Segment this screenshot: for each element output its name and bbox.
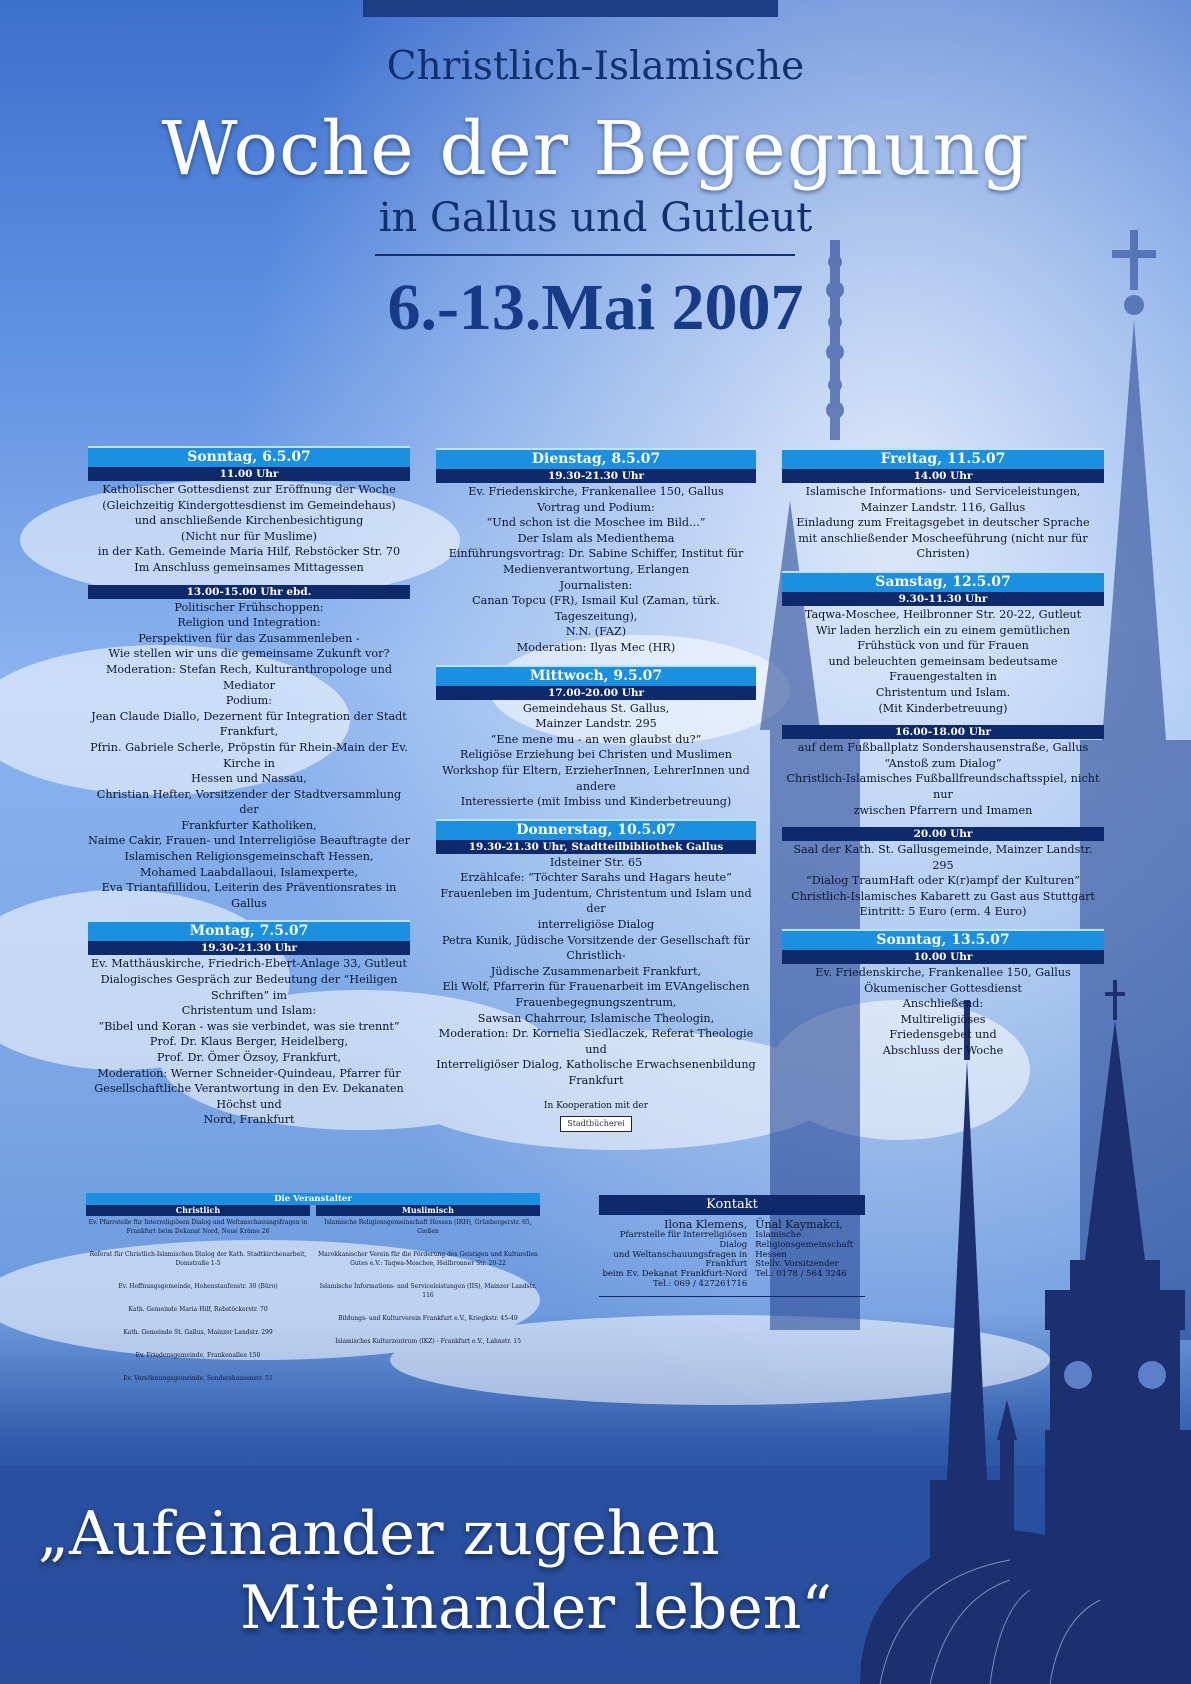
- event-text: Christentum und Islam.: [875, 685, 1011, 699]
- event-text: Politischer Frühschoppen:: [174, 600, 324, 614]
- event-text: Christentum und Islam:: [181, 1004, 317, 1018]
- contact-left-name: Ilona Klemens,: [664, 1218, 748, 1231]
- contact-left-phone: Tel.: 069 / 427261716: [653, 1278, 748, 1289]
- event-text: Der Islam als Medienthema: [517, 531, 675, 545]
- day-header: Sonntag, 6.5.07: [88, 446, 410, 467]
- event-text: Ev. Friedenskirche, Frankenallee 150, Gallus: [468, 485, 724, 498]
- event-text: Workshop für Eltern, ErzieherInnen, LehrerInnen und andere: [442, 763, 750, 793]
- event-text: Taqwa-Moschee, Heilbronner Str. 20-22, Gutleut: [804, 607, 1082, 621]
- organizer-item: Islamisches Kulturzentrum (IKZ) - Frankfurt e.V., Lahnstr. 15: [335, 1338, 521, 1345]
- event-text: Hessen und Nassau,: [191, 772, 307, 786]
- event-block: [88, 576, 410, 912]
- event-text: Gesellschaftliche Verantwortung in den Ev. Dekanaten Höchst und: [94, 1082, 404, 1111]
- event-text: Moderation: Ilyas Mec (HR): [516, 640, 676, 654]
- day-header: Donnerstag, 10.5.07: [436, 819, 756, 840]
- time-header: 10.00 Uhr: [782, 950, 1104, 964]
- event-text: Frauenbegegnungszentrum,: [515, 996, 677, 1010]
- organizer-item: Ev. Pfarrstelle für Interreligiösen Dialog und Weltanschauungsfragen in Frankfurt beim Dekanat Nord, Neue Kräme 26: [88, 1219, 308, 1235]
- event-text: Ev. Matthäuskirche, Friedrich-Ebert-Anlage 33, Gutleut: [90, 957, 408, 971]
- contact-title: Kontakt: [599, 1195, 865, 1215]
- event-text: Moderation: Werner Schneider-Quindeau, Pfarrer für: [97, 1066, 401, 1080]
- contact-right-line: Stellv. Vorsitzender: [755, 1259, 839, 1270]
- event-block: [88, 446, 410, 576]
- event-text: Saal der Kath. St. Gallusgemeinde, Mainzer Landstr. 295: [793, 843, 1093, 872]
- event-text: Multireligiöses: [900, 1012, 986, 1026]
- title-line-3: in Gallus und Gutleut: [378, 195, 813, 241]
- title-line-1: Christlich-Islamische: [386, 44, 805, 89]
- contact-left: [599, 1218, 753, 1290]
- event-block: [782, 448, 1104, 562]
- event-block: [782, 716, 1104, 818]
- event-text: “Ene mene mu - an wen glaubst du?”: [490, 732, 702, 746]
- time-header: 17.00-20.00 Uhr: [436, 686, 756, 700]
- event-text: in der Kath. Gemeinde Maria Hilf, Rebstöcker Str. 70: [97, 545, 401, 559]
- contact-left-line: beim Ev. Dekanat Frankfurt-Nord: [602, 1269, 748, 1280]
- day-header: Freitag, 11.5.07: [782, 448, 1104, 469]
- event-text: Ev. Friedenskirche, Frankenallee 150, Gallus: [815, 966, 1071, 980]
- event-block: [782, 562, 1104, 716]
- event-text: Nord, Frankfurt: [203, 1113, 295, 1127]
- event-text: auf dem Fußballplatz Sondershausenstraße, Gallus: [797, 741, 1089, 755]
- organizer-item: Kath. Gemeinde Maria Hilf, Rebstöckerstr. 70: [128, 1306, 268, 1313]
- cooperation-label: In Kooperation mit der: [543, 1100, 649, 1111]
- event-text: Mainzer Landstr. 295: [535, 717, 657, 731]
- organizer-item: Islamische Informations- und Serviceleistungen (IIS), Mainzer Landstr. 116: [319, 1283, 537, 1299]
- event-text: (Gleichzeitig Kindergottesdienst im Gemeindehaus): [102, 498, 396, 512]
- event-block: [782, 920, 1104, 1059]
- event-text: Islamische Informations- und Serviceleistungen,: [805, 485, 1081, 498]
- event-text: Prof. Dr. Klaus Berger, Heidelberg,: [149, 1035, 349, 1049]
- event-text: Pfrin. Gabriele Scherle, Pröpstin für Rhein-Main der Ev. Kirche in: [90, 740, 408, 770]
- time-header: 11.00 Uhr: [88, 467, 410, 481]
- event-text: Gemeindehaus St. Gallus,: [522, 701, 670, 715]
- organizer-item: Kath. Gemeinde St. Gallus, Mainzer Landstr. 299: [123, 1329, 273, 1336]
- organizers-muslimisch-label: Muslimisch: [316, 1205, 540, 1216]
- event-text: Wir laden herzlich ein zu einem gemütlichen: [815, 623, 1071, 637]
- contact-right-phone: Tel.: 0178 / 564 3246: [755, 1269, 847, 1280]
- event-text: Im Anschluss gemeinsames Mittagessen: [134, 560, 364, 574]
- event-text: Perspektiven für das Zusammenleben -: [138, 631, 360, 645]
- contact-left-line: Pfarrstelle für Interreligiösen Dialog: [619, 1230, 748, 1250]
- organizers-title: Die Veranstalter: [86, 1193, 540, 1205]
- contact-box: [599, 1195, 865, 1297]
- event-text: Erzählcafe: “Töchter Sarahs und Hagars heute”: [460, 871, 732, 885]
- event-text: Moderation: Dr. Kornelia Siedlaczek, Referat Theologie und: [438, 1027, 754, 1056]
- program-column-right: [782, 448, 1104, 1059]
- contact-right-line: Religionsgemeinschaft Hessen: [755, 1239, 854, 1260]
- event-text: Einladung zum Freitagsgebet in deutscher Sprache: [796, 516, 1090, 530]
- event-text: (Mit Kinderbetreuung): [878, 701, 1008, 715]
- event-block: [436, 656, 756, 810]
- organizers-muslimisch: [316, 1205, 540, 1397]
- event-text: Moderation: Stefan Rech, Kulturanthropologe und Mediator: [105, 662, 393, 692]
- event-text: Eli Wolf, Pfarrerin für Frauenarbeit im EVAngelischen: [442, 980, 750, 994]
- event-text: “Bibel und Koran - was sie verbindet, was sie trennt”: [98, 1019, 400, 1033]
- top-bar: [363, 0, 778, 17]
- event-text: Christlich-Islamisches Fußballfreundschaftsspiel, nicht nur: [786, 772, 1100, 801]
- event-text: Petra Kunik, Jüdische Vorsitzende der Gesellschaft für Christlich-: [441, 933, 751, 963]
- program-column-middle: [436, 448, 756, 1132]
- event-block: [436, 810, 756, 1089]
- time-header: 14.00 Uhr: [782, 469, 1104, 483]
- event-text: Idsteiner Str. 65: [549, 855, 643, 869]
- page-title: Woche der Begegnung: [161, 106, 1030, 192]
- organizers-christlich-label: Christlich: [86, 1205, 310, 1216]
- time-header: 20.00 Uhr: [782, 827, 1104, 841]
- contact-right-line: Islamische: [755, 1230, 802, 1240]
- event-text: Mainzer Landstr. 116, Gallus: [860, 500, 1026, 514]
- event-text: Anschließend:: [902, 997, 984, 1011]
- event-text: (Nicht nur für Muslime): [181, 529, 317, 543]
- event-text: Abschluss der Woche: [882, 1044, 1004, 1058]
- organizer-item: Bildungs- und Kulturverein Frankfurt e.V., Kriegkstr. 45-49: [338, 1315, 518, 1322]
- day-header: Mittwoch, 9.5.07: [436, 665, 756, 686]
- contact-right-name: Ünal Kaymakci,: [755, 1218, 843, 1231]
- event-text: Interreligiöser Dialog, Katholische Erwachsenenbildung Frankfurt: [436, 1058, 756, 1087]
- event-dates: 6.-13.Mai 2007: [387, 271, 804, 344]
- event-text: Religion und Integration:: [177, 616, 321, 630]
- event-text: “Anstoß zum Dialog”: [884, 756, 1002, 770]
- event-text: Eva Triantafillidou, Leiterin des Präventionsrates in Gallus: [101, 881, 397, 910]
- event-text: Jean Claude Diallo, Dezernent für Integration der Stadt Frankfurt,: [91, 709, 407, 739]
- day-header: Dienstag, 8.5.07: [436, 448, 756, 469]
- event-text: Podium:: [225, 694, 273, 708]
- time-header: 13.00-15.00 Uhr ebd.: [88, 585, 410, 599]
- day-header: Sonntag, 13.5.07: [782, 929, 1104, 950]
- day-header: Montag, 7.5.07: [88, 920, 410, 941]
- event-text: Frankfurter Katholiken,: [181, 818, 317, 832]
- program-column-left: [88, 446, 410, 1128]
- title-divider: [375, 254, 795, 256]
- event-text: zwischen Pfarrern und Imamen: [853, 803, 1033, 817]
- stadtbuecherei-logo: Stadtbücherei: [560, 1116, 632, 1132]
- event-block: [782, 818, 1104, 920]
- event-text: Frauenleben im Judentum, Christentum und Islam und der: [440, 886, 752, 916]
- event-text: Naime Cakir, Frauen- und Interreligiöse Beauftragte der: [88, 834, 410, 848]
- organizer-item: Ev. Hoffnungsgemeinde, Hohenstaufenstr. 30 (Büro): [118, 1283, 278, 1290]
- time-header: 19.30-21.30 Uhr: [436, 469, 756, 483]
- event-text: und anschließende Kirchenbesichtigung: [134, 514, 364, 528]
- event-text: interreligiöse Dialog: [537, 918, 655, 932]
- event-block: [88, 911, 410, 1128]
- event-text: Prof. Dr. Ömer Özsoy, Frankfurt,: [157, 1051, 341, 1064]
- event-text: Interessierte (mit Imbiss und Kinderbetreuung): [460, 795, 732, 809]
- time-header: 19.30-21.30 Uhr, Stadtteilbibliothek Gallus: [436, 840, 756, 854]
- event-text: Jüdische Zusammenarbeit Frankfurt,: [490, 964, 702, 978]
- event-text: Katholischer Gottesdienst zur Eröffnung der Woche: [102, 483, 396, 496]
- event-text: Islamischen Religionsgemeinschaft Hessen,: [124, 850, 374, 864]
- event-text: “Dialog TraumHaft oder K(r)ampf der Kulturen”: [805, 874, 1081, 888]
- event-text: Frühstück von und für Frauen: [857, 639, 1029, 653]
- time-header: 16.00-18.00 Uhr: [782, 725, 1104, 739]
- event-text: und beleuchten gemeinsam bedeutsame Frauengestalten in: [828, 654, 1058, 684]
- event-text: Ökumenischer Gottesdienst: [864, 981, 1022, 995]
- event-text: mit anschließender Moscheeführung (nicht nur für Christen): [798, 531, 1088, 561]
- time-header: 9.30-11.30 Uhr: [782, 592, 1104, 606]
- event-text: Christlich-Islamisches Kabarett zu Gast aus Stuttgart: [791, 889, 1095, 903]
- event-text: Eintritt: 5 Euro (erm. 4 Euro): [859, 905, 1027, 919]
- event-text: Canan Topcu (FR), Ismail Kul (Zaman, türk. Tageszeitung),: [472, 594, 720, 623]
- event-text: Dialogisches Gespräch zur Bedeutung der “Heiligen Schriften” im: [100, 973, 398, 1002]
- event-text: Journalisten:: [559, 578, 633, 592]
- event-text: Mohamed Laabdallaoui, Islamexperte,: [140, 865, 358, 879]
- organizers-box: [86, 1193, 540, 1397]
- organizer-item: Ev. Versöhnungsgemeinde, Sondershausenstr. 51: [123, 1375, 273, 1382]
- organizer-item: Ev. Friedensgemeinde, Frankenallee 150: [135, 1352, 261, 1359]
- time-header: 19.30-21.30 Uhr: [88, 941, 410, 955]
- day-header: Samstag, 12.5.07: [782, 571, 1104, 592]
- contact-right: [753, 1218, 865, 1290]
- motto-line-1: „Aufeinander zugehen: [38, 1499, 720, 1569]
- event-block: [436, 448, 756, 656]
- event-text: “Und schon ist die Moschee im Bild...”: [486, 516, 706, 530]
- event-text: Einführungsvortrag: Dr. Sabine Schiffer, Institut für: [448, 547, 744, 561]
- organizer-item: Marokkanischer Verein für die Förderung des Geistigen und Kulturellen Gutes e.V.: Taqwa-Moschee, Heilbronner Str. 20-22: [318, 1251, 538, 1267]
- event-text: Sawsan Chahrrour, Islamische Theologin,: [477, 1011, 715, 1025]
- organizers-christlich: [86, 1205, 310, 1397]
- event-text: Christian Hefter, Vorsitzender der Stadtversammlung der: [96, 787, 402, 817]
- organizer-item: Islamische Religionsgemeinschaft Hessen (IRH), Grünbergerstr. 65, Gießen: [324, 1219, 532, 1235]
- event-text: Wie stellen wir uns die gemeinsame Zukunft vor?: [108, 647, 390, 661]
- event-text: Vortrag und Podium:: [537, 500, 655, 514]
- motto-line-2: Miteinander leben“: [240, 1573, 833, 1643]
- event-text: Religiöse Erziehung bei Christen und Muslimen: [460, 748, 732, 762]
- event-text: Friedensgebet und: [889, 1028, 997, 1042]
- event-text: Medienverantwortung, Erlangen: [502, 562, 690, 576]
- event-text: N.N. (FAZ): [565, 625, 627, 639]
- contact-left-line: und Weltanschauungsfragen in Frankfurt: [613, 1249, 748, 1270]
- organizer-item: Referat für Christlich-Islamischen Dialog der Kath. Stadtkirchenarbeit, Domstraße 1-5: [89, 1251, 307, 1267]
